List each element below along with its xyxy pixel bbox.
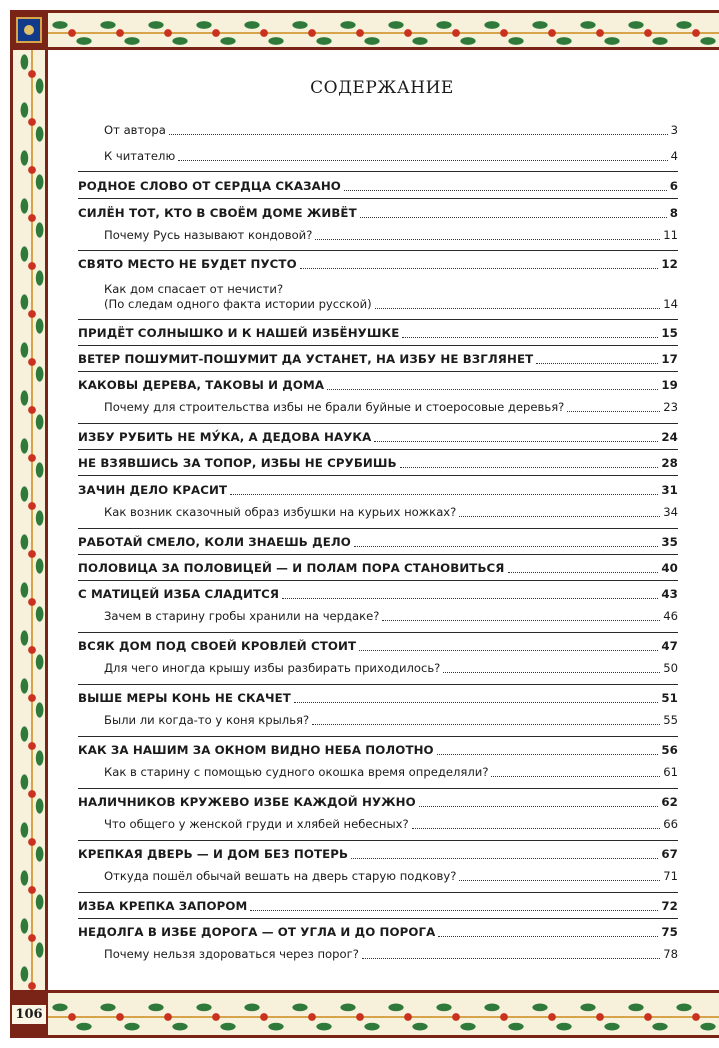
toc-page-number: 47 bbox=[661, 639, 678, 653]
section-divider bbox=[78, 632, 678, 633]
toc-entry-title: Как дом спасает от нечисти? (По следам одного факта истории русской) bbox=[104, 282, 372, 311]
toc-chapter-entry[interactable] bbox=[78, 483, 678, 498]
toc-page-number: 75 bbox=[661, 925, 678, 939]
toc-entry-title: РАБОТАЙ СМЕЛО, КОЛИ ЗНАЕШЬ ДЕЛО bbox=[78, 535, 351, 549]
toc-page-number: 24 bbox=[661, 430, 678, 444]
toc-page-number: 51 bbox=[661, 691, 678, 705]
toc-entry-title: КАКОВЫ ДЕРЕВА, ТАКОВЫ И ДОМА bbox=[78, 378, 325, 392]
toc-chapter-entry[interactable] bbox=[78, 535, 678, 550]
toc-page-number: 50 bbox=[663, 661, 678, 675]
dot-leader bbox=[536, 363, 658, 364]
toc-chapter-entry[interactable] bbox=[78, 795, 678, 810]
dot-leader bbox=[282, 598, 658, 599]
dot-leader bbox=[294, 702, 658, 703]
toc-subsection-entry[interactable] bbox=[78, 123, 678, 138]
toc-subsection-entry[interactable] bbox=[78, 765, 678, 780]
section-divider bbox=[78, 423, 678, 424]
toc-chapter-entry[interactable] bbox=[78, 691, 678, 706]
dot-leader bbox=[178, 160, 667, 161]
section-divider bbox=[78, 345, 678, 346]
dot-leader bbox=[419, 806, 659, 807]
toc-chapter-entry[interactable] bbox=[78, 378, 678, 393]
toc-chapter-entry[interactable] bbox=[78, 326, 678, 341]
toc-entry-title: ИЗБА КРЕПКА ЗАПОРОМ bbox=[78, 899, 248, 913]
toc-subsection-entry[interactable] bbox=[78, 228, 678, 243]
toc-entry-title: Почему для строительства избы не брали буйные и стоеросовые деревья? bbox=[104, 400, 565, 414]
toc-subsection-entry[interactable] bbox=[78, 817, 678, 832]
ornament-border-top bbox=[48, 10, 719, 50]
toc-page-number: 8 bbox=[669, 206, 678, 220]
toc-page-number: 4 bbox=[670, 149, 678, 163]
toc-page-number: 35 bbox=[661, 535, 678, 549]
toc-page-number: 31 bbox=[661, 483, 678, 497]
page-number: 106 bbox=[12, 1005, 45, 1024]
toc-entry-title: ИЗБУ РУБИТЬ НЕ МУ́КА, А ДЕДОВА НАУКА bbox=[78, 430, 372, 444]
toc-subsection-entry[interactable] bbox=[78, 947, 678, 962]
toc-page-number: 40 bbox=[661, 561, 678, 575]
section-divider bbox=[78, 528, 678, 529]
dot-leader bbox=[374, 441, 658, 442]
dot-leader bbox=[382, 620, 660, 621]
toc-chapter-entry[interactable] bbox=[78, 925, 678, 940]
toc-entry-title: ВСЯК ДОМ ПОД СВОЕЙ КРОВЛЕЙ СТОИТ bbox=[78, 639, 357, 653]
section-divider bbox=[78, 684, 678, 685]
toc-page-number: 12 bbox=[661, 257, 678, 271]
toc-entry-title: Как в старину с помощью судного окошка время определяли? bbox=[104, 765, 489, 779]
dot-leader bbox=[459, 880, 660, 881]
toc-entry-title: НЕ ВЗЯВШИСЬ ЗА ТОПОР, ИЗБЫ НЕ СРУБИШЬ bbox=[78, 456, 397, 470]
section-divider bbox=[78, 171, 678, 172]
ornament-border-bottom bbox=[48, 990, 719, 1038]
toc-entry-title: К читателю bbox=[104, 149, 176, 163]
toc-page-number: 46 bbox=[663, 609, 678, 623]
section-divider bbox=[78, 736, 678, 737]
toc-subsection-entry[interactable] bbox=[78, 505, 678, 520]
toc-chapter-entry[interactable] bbox=[78, 352, 678, 367]
dot-leader bbox=[169, 134, 668, 135]
dot-leader bbox=[438, 936, 658, 937]
toc-page-number: 19 bbox=[661, 378, 678, 392]
dot-leader bbox=[230, 494, 658, 495]
toc-subsection-entry[interactable] bbox=[78, 400, 678, 415]
dot-leader bbox=[360, 217, 667, 218]
toc-page-number: 3 bbox=[670, 123, 678, 137]
toc-subsection-entry[interactable] bbox=[78, 149, 678, 164]
toc-subsection-entry[interactable] bbox=[78, 713, 678, 728]
section-divider bbox=[78, 250, 678, 251]
section-divider bbox=[78, 918, 678, 919]
section-divider bbox=[78, 580, 678, 581]
toc-subsection-entry[interactable] bbox=[78, 282, 678, 312]
dot-leader bbox=[508, 572, 659, 573]
toc-entry-title: Зачем в старину гробы хранили на чердаке? bbox=[104, 609, 380, 623]
toc-page-number: 66 bbox=[663, 817, 678, 831]
dot-leader bbox=[362, 958, 660, 959]
toc-page-number: 67 bbox=[661, 847, 678, 861]
dot-leader bbox=[437, 754, 659, 755]
toc-entry-title: ВЕТЕР ПОШУМИТ-ПОШУМИТ ДА УСТАНЕТ, НА ИЗБУ НЕ ВЗГЛЯНЕТ bbox=[78, 352, 534, 366]
toc-entry-title: ПОЛОВИЦА ЗА ПОЛОВИЦЕЙ — И ПОЛАМ ПОРА СТАНОВИТЬСЯ bbox=[78, 561, 505, 575]
dot-leader bbox=[312, 724, 660, 725]
dot-leader bbox=[443, 672, 660, 673]
toc-chapter-entry[interactable] bbox=[78, 561, 678, 576]
dot-leader bbox=[354, 546, 658, 547]
toc-entry-title: Почему Русь называют кондовой? bbox=[104, 228, 313, 242]
toc-entry-title: Что общего у женской груди и хлябей небесных? bbox=[104, 817, 409, 831]
toc-page-number: 34 bbox=[663, 505, 678, 519]
toc-subsection-entry[interactable] bbox=[78, 609, 678, 624]
section-divider bbox=[78, 840, 678, 841]
toc-subsection-entry[interactable] bbox=[78, 661, 678, 676]
dot-leader bbox=[567, 411, 660, 412]
dot-leader bbox=[402, 337, 658, 338]
toc-page-number: 55 bbox=[663, 713, 678, 727]
ornament-corner-emblem bbox=[10, 10, 48, 50]
toc-page-number: 71 bbox=[663, 869, 678, 883]
toc-chapter-entry[interactable] bbox=[78, 179, 678, 194]
toc-entry-title: Откуда пошёл обычай вешать на дверь старую подкову? bbox=[104, 869, 457, 883]
toc-chapter-entry[interactable] bbox=[78, 639, 678, 654]
toc-page-number: 28 bbox=[661, 456, 678, 470]
toc-entry-title: ПРИДЁТ СОЛНЫШКО И К НАШЕЙ ИЗБЁНУШКЕ bbox=[78, 326, 400, 340]
dot-leader bbox=[412, 828, 661, 829]
flower-emblem-icon bbox=[16, 17, 42, 43]
toc-page-number: 72 bbox=[661, 899, 678, 913]
toc-chapter-entry[interactable] bbox=[78, 899, 678, 914]
toc-page-number: 43 bbox=[661, 587, 678, 601]
dot-leader bbox=[327, 389, 658, 390]
toc-chapter-entry[interactable] bbox=[78, 257, 678, 272]
dot-leader bbox=[315, 239, 660, 240]
toc-page-number: 23 bbox=[663, 400, 678, 414]
section-divider bbox=[78, 475, 678, 476]
toc-entry-title: НАЛИЧНИКОВ КРУЖЕВО ИЗБЕ КАЖДОЙ НУЖНО bbox=[78, 795, 416, 809]
toc-page-number: 78 bbox=[663, 947, 678, 961]
toc-chapter-entry[interactable] bbox=[78, 430, 678, 445]
toc-entry-title: РОДНОЕ СЛОВО ОТ СЕРДЦА СКАЗАНО bbox=[78, 179, 341, 193]
dot-leader bbox=[459, 516, 660, 517]
toc-entry-title: НЕДОЛГА В ИЗБЕ ДОРОГА — ОТ УГЛА И ДО ПОРОГА bbox=[78, 925, 436, 939]
section-divider bbox=[78, 319, 678, 320]
dot-leader bbox=[250, 910, 658, 911]
toc-chapter-entry[interactable] bbox=[78, 587, 678, 602]
toc-entry-title: СИЛЁН ТОТ, КТО В СВОЁМ ДОМЕ ЖИВЁТ bbox=[78, 206, 357, 220]
toc-page-number: 11 bbox=[663, 228, 678, 242]
toc-entry-title: КРЕПКАЯ ДВЕРЬ — И ДОМ БЕЗ ПОТЕРЬ bbox=[78, 847, 349, 861]
toc-page-number: 62 bbox=[661, 795, 678, 809]
dot-leader bbox=[300, 268, 659, 269]
toc-page-number: 6 bbox=[669, 179, 678, 193]
toc-entry-title: КАК ЗА НАШИМ ЗА ОКНОМ ВИДНО НЕБА ПОЛОТНО bbox=[78, 743, 434, 757]
toc-subsection-entry[interactable] bbox=[78, 869, 678, 884]
toc-entry-title: Почему нельзя здороваться через порог? bbox=[104, 947, 359, 961]
toc-entry-title: Для чего иногда крышу избы разбирать приходилось? bbox=[104, 661, 441, 675]
toc-entry-title: ВЫШЕ МЕРЫ КОНЬ НЕ СКАЧЕТ bbox=[78, 691, 291, 705]
toc-entry-title: Были ли когда-то у коня крылья? bbox=[104, 713, 310, 727]
section-divider bbox=[78, 788, 678, 789]
dot-leader bbox=[400, 467, 659, 468]
toc-page-number: 14 bbox=[663, 297, 678, 311]
toc-page-number: 61 bbox=[663, 765, 678, 779]
toc-entry-title: С МАТИЦЕЙ ИЗБА СЛАДИТСЯ bbox=[78, 587, 280, 601]
toc-page-number: 15 bbox=[661, 326, 678, 340]
toc-chapter-entry[interactable] bbox=[78, 206, 678, 221]
toc-page-number: 17 bbox=[661, 352, 678, 366]
ornament-border-left bbox=[10, 50, 48, 990]
toc-chapter-entry[interactable] bbox=[78, 847, 678, 862]
dot-leader bbox=[375, 308, 661, 309]
toc-entry-title: ЗАЧИН ДЕЛО КРАСИТ bbox=[78, 483, 228, 497]
page-number-box bbox=[10, 990, 48, 1038]
section-divider bbox=[78, 371, 678, 372]
section-divider bbox=[78, 198, 678, 199]
section-divider bbox=[78, 554, 678, 555]
toc-chapter-entry[interactable] bbox=[78, 743, 678, 758]
toc-entry-title: СВЯТО МЕСТО НЕ БУДЕТ ПУСТО bbox=[78, 257, 297, 271]
dot-leader bbox=[351, 858, 658, 859]
dot-leader bbox=[344, 190, 667, 191]
toc-chapter-entry[interactable] bbox=[78, 456, 678, 471]
dot-leader bbox=[359, 650, 658, 651]
toc-entry-title: От автора bbox=[104, 123, 166, 137]
section-divider bbox=[78, 449, 678, 450]
dot-leader bbox=[491, 776, 660, 777]
page-title: СОДЕРЖАНИЕ bbox=[310, 78, 454, 98]
toc-entry-title: Как возник сказочный образ избушки на курьих ножках? bbox=[104, 505, 457, 519]
toc-page-number: 56 bbox=[661, 743, 678, 757]
section-divider bbox=[78, 892, 678, 893]
